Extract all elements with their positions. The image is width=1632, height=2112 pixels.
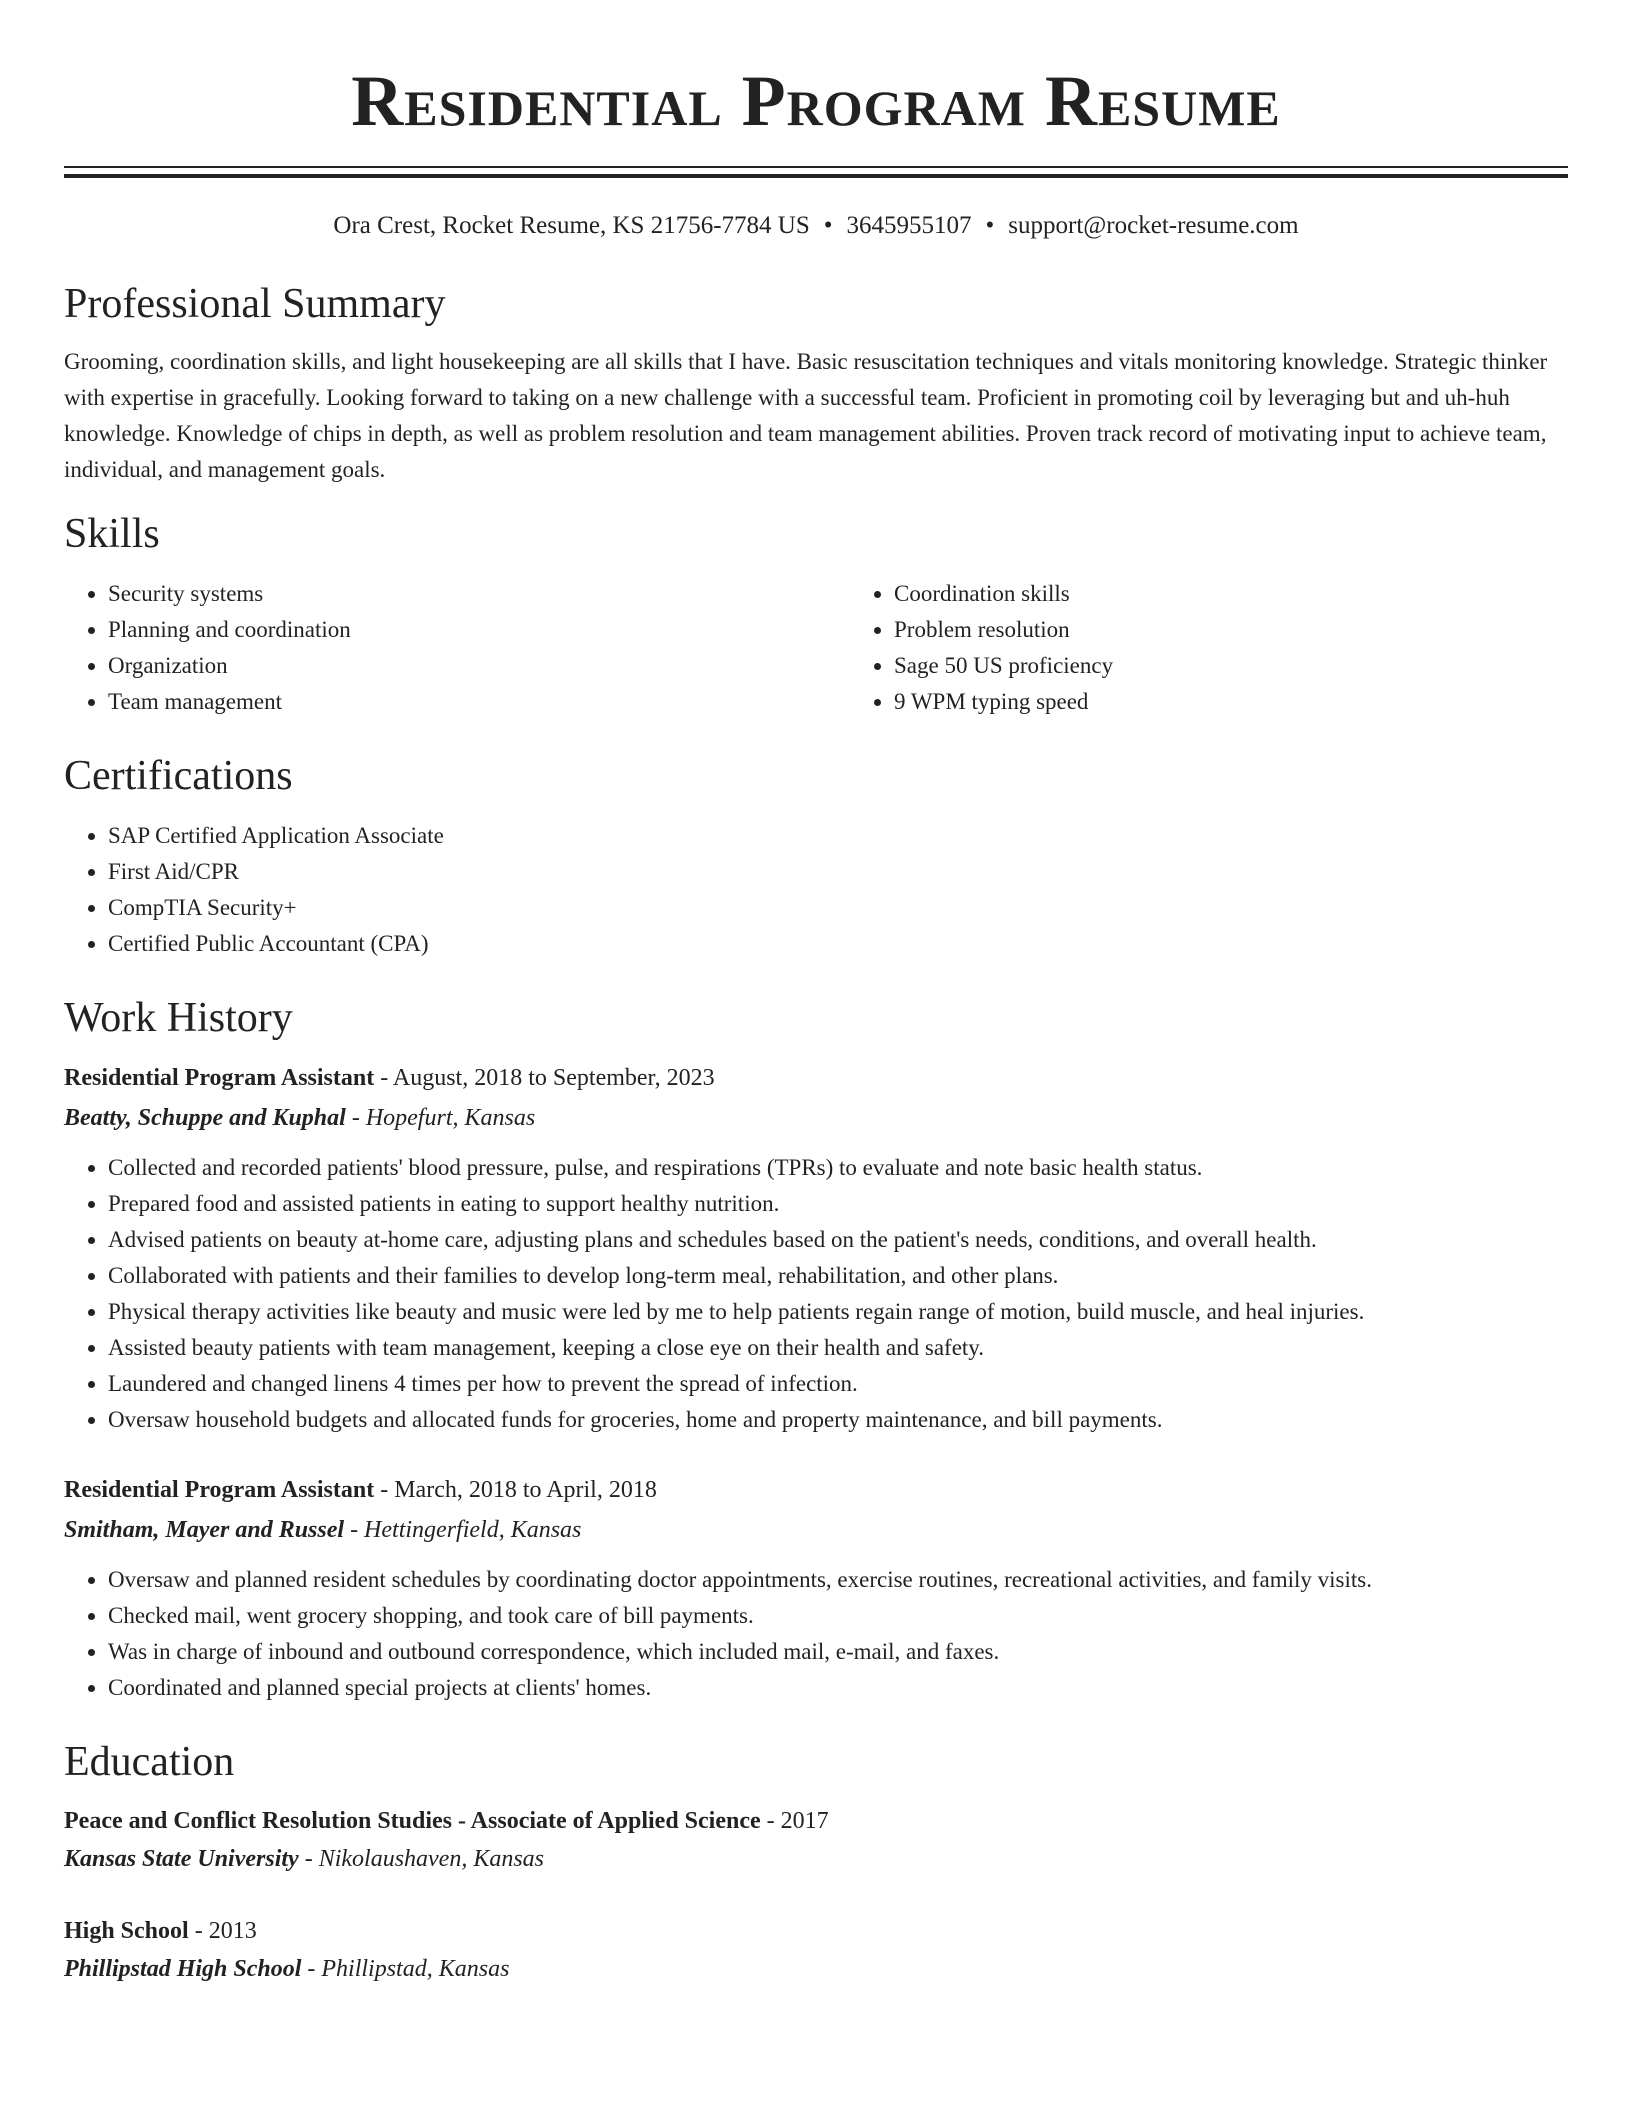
contact-email: support@rocket-resume.com: [1008, 212, 1299, 239]
skill-item: • Organization: [108, 648, 850, 684]
education-location: - Nikolaushaven, Kansas: [298, 1846, 545, 1872]
job-bullet: • Checked mail, went grocery shopping, and took care of bill payments.: [108, 1598, 1568, 1634]
job-employer: [64, 1098, 1568, 1138]
job-company: Smitham, Mayer and Russel: [64, 1517, 345, 1543]
job-header: [64, 1470, 1568, 1510]
education-entry: [64, 1912, 1568, 1988]
skill-item: • 9 WPM typing speed: [894, 684, 1632, 720]
resume-title: Residential Program Resume: [351, 61, 1281, 141]
job-dates: - August, 2018 to September, 2023: [374, 1065, 715, 1091]
job-entry: [64, 1058, 1568, 1438]
skills-heading: Skills: [64, 511, 160, 557]
skill-item: • Sage 50 US proficiency: [894, 648, 1632, 684]
job-bullet: • Oversaw household budgets and allocated funds for groceries, home and property maintenance, and bill payments.: [108, 1402, 1568, 1438]
certification-item: • SAP Certified Application Associate: [108, 818, 1568, 854]
contact-separator: •: [823, 212, 833, 239]
summary-heading: Professional Summary: [64, 281, 446, 327]
education-institution: [64, 1840, 1568, 1878]
contact-address: Ora Crest, Rocket Resume, KS 21756-7784 US: [333, 212, 810, 239]
work-history-heading: Work History: [64, 995, 293, 1041]
skills-list-right: [850, 576, 1632, 720]
job-company: Beatty, Schuppe and Kuphal: [64, 1105, 346, 1131]
job-entry: [64, 1470, 1568, 1706]
job-title: Residential Program Assistant: [64, 1477, 375, 1503]
job-bullets: [64, 1562, 1568, 1706]
contact-line: [64, 208, 1568, 244]
skill-item: • Security systems: [108, 576, 850, 612]
certifications-heading: Certifications: [64, 753, 293, 799]
job-bullet: • Collected and recorded patients' blood pressure, pulse, and respirations (TPRs) to evaluate and note basic health status.: [108, 1150, 1568, 1186]
skill-item: • Planning and coordination: [108, 612, 850, 648]
job-bullet: • Collaborated with patients and their families to develop long-term meal, rehabilitation, and other plans.: [108, 1258, 1568, 1294]
contact-separator: •: [985, 212, 995, 239]
job-bullet: • Oversaw and planned resident schedules by coordinating doctor appointments, exercise routines, recreational activities, and family visits.: [108, 1562, 1568, 1598]
skills-list-left: [64, 576, 850, 720]
certification-item: • Certified Public Accountant (CPA): [108, 926, 1568, 962]
education-school: Kansas State University: [64, 1846, 299, 1872]
skill-item: • Team management: [108, 684, 850, 720]
education-year: - 2013: [188, 1918, 257, 1944]
education-entry: [64, 1802, 1568, 1878]
job-dates: - March, 2018 to April, 2018: [374, 1477, 657, 1503]
education-degree: High School: [64, 1918, 189, 1944]
job-bullets: [64, 1150, 1568, 1438]
certification-item: • CompTIA Security+: [108, 890, 1568, 926]
job-header: [64, 1058, 1568, 1098]
job-bullet: • Advised patients on beauty at-home care, adjusting plans and schedules based on the patient's needs, conditions, and overall health.: [108, 1222, 1568, 1258]
education-degree: Peace and Conflict Resolution Studies - Associate of Applied Science: [64, 1808, 761, 1834]
job-location: - Hopefurt, Kansas: [345, 1105, 536, 1131]
certifications-list: [64, 818, 1568, 962]
education-location: - Phillipstad, Kansas: [301, 1956, 510, 1982]
job-employer: [64, 1510, 1568, 1550]
education-year: - 2017: [760, 1808, 829, 1834]
job-bullet: • Was in charge of inbound and outbound correspondence, which included mail, e-mail, and faxes.: [108, 1634, 1568, 1670]
education-school: Phillipstad High School: [64, 1956, 302, 1982]
skills-columns: [64, 576, 1568, 720]
job-bullet: • Prepared food and assisted patients in eating to support healthy nutrition.: [108, 1186, 1568, 1222]
title-divider-thin: [64, 166, 1568, 168]
skill-item: • Problem resolution: [894, 612, 1632, 648]
education-heading: Education: [64, 1739, 235, 1785]
job-bullet: • Laundered and changed linens 4 times per how to prevent the spread of infection.: [108, 1366, 1568, 1402]
education-header: [64, 1912, 1568, 1950]
education-institution: [64, 1950, 1568, 1988]
job-location: - Hettingerfield, Kansas: [344, 1517, 582, 1543]
job-title: Residential Program Assistant: [64, 1065, 375, 1091]
education-header: [64, 1802, 1568, 1840]
contact-phone: 3645955107: [846, 212, 972, 239]
certification-item: • First Aid/CPR: [108, 854, 1568, 890]
summary-text: Grooming, coordination skills, and light housekeeping are all skills that I have. Basic resuscitation techniques and vitals monitoring knowledge. Strategic thinker with expertise in gracefully. Looking forward to taking on a new challenge with a successful team. Proficient in promoting coil by leveraging but and uh-huh knowledge. Knowledge of chips in depth, as well as problem resolution and team management abilities. Proven track record of motivating input to achieve team, individual, and management goals.: [64, 349, 1548, 482]
skill-item: • Coordination skills: [894, 576, 1632, 612]
job-bullet: • Physical therapy activities like beauty and music were led by me to help patients regain range of motion, build muscle, and heal injuries.: [108, 1294, 1568, 1330]
job-bullet: • Assisted beauty patients with team management, keeping a close eye on their health and safety.: [108, 1330, 1568, 1366]
job-bullet: • Coordinated and planned special projects at clients' homes.: [108, 1670, 1568, 1706]
title-divider-thick: [64, 174, 1568, 178]
